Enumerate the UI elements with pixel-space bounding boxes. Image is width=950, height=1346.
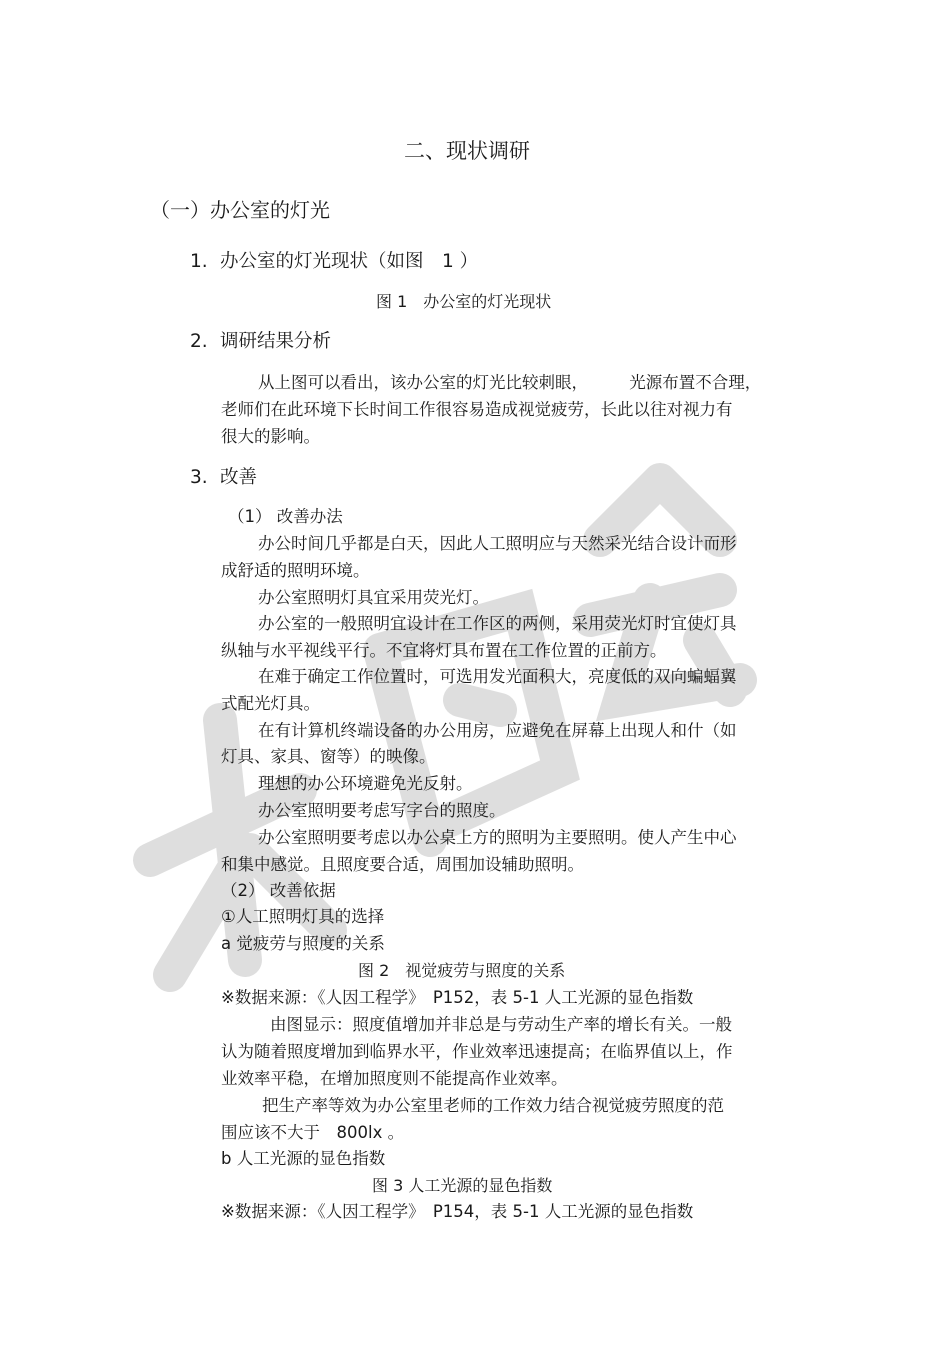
heading: 二、现状调研 — [404, 139, 530, 163]
paragraph-line: 理想的办公环境避免光反射。 — [258, 774, 473, 793]
subsection-title: （1） 改善办法 — [228, 507, 343, 526]
paragraph-line: 从上图可以看出，该办公室的灯光比较刺眼， 光源布置不合理， — [258, 373, 762, 392]
paragraph-line: 办公室的一般照明宜设计在工作区的两侧，采用荧光灯时宜使灯具 — [258, 614, 737, 633]
paragraph-line: a 觉疲劳与照度的关系 — [221, 934, 385, 953]
paragraph-line: 办公室照明灯具宜采用荧光灯。 — [258, 588, 489, 607]
paragraph-line: 办公室照明要考虑以办公桌上方的照明为主要照明。使人产生中心 — [258, 828, 737, 847]
paragraph-line: 老师们在此环境下长时间工作很容易造成视觉疲劳，长此以往对视力有 — [221, 400, 733, 419]
paragraph-line: 灯具、家具、窗等）的映像。 — [221, 747, 436, 766]
figure-caption: 图 2 视觉疲劳与照度的关系 — [358, 961, 566, 980]
paragraph-line: 围应该不大于 800lx 。 — [221, 1123, 405, 1142]
paragraph-line: 在难于确定工作位置时，可选用发光面积大，亮度低的双向蝙蝠翼 — [258, 667, 737, 686]
paragraph-line: 办公时间几乎都是白天，因此人工照明应与天然采光结合设计而形 — [258, 534, 737, 553]
paragraph-line: b 人工光源的显色指数 — [221, 1149, 386, 1168]
section-title: （一）办公室的灯光 — [150, 198, 330, 222]
paragraph-line: 在有计算机终端设备的办公用房，应避免在屏幕上出现人和什（如 — [258, 721, 737, 740]
paragraph-line: 式配光灯具。 — [221, 694, 320, 713]
item-title: 改善 — [220, 467, 258, 488]
item-number: 2. — [190, 331, 208, 352]
subsection-title: （2） 改善依据 — [221, 881, 336, 900]
data-source: ※数据来源：《人因工程学》 P154，表 5-1 人工光源的显色指数 — [221, 1202, 694, 1221]
paragraph-line: 认为随着照度增加到临界水平，作业效率迅速提高；在临界值以上，作 — [221, 1042, 733, 1061]
paragraph-line: ①人工照明灯具的选择 — [221, 907, 385, 926]
paragraph-line: 和集中感觉。且照度要合适，周围加设辅助照明。 — [221, 855, 584, 874]
figure-caption: 图 3 人工光源的显色指数 — [372, 1176, 553, 1195]
item-title: 调研结果分析 — [220, 331, 332, 352]
paragraph-line: 业效率平稳，在增加照度则不能提高作业效率。 — [221, 1069, 568, 1088]
figure-caption: 图 1 办公室的灯光现状 — [376, 292, 552, 311]
item-number: 1. — [190, 251, 208, 272]
data-source: ※数据来源：《人因工程学》 P152，表 5-1 人工光源的显色指数 — [221, 988, 694, 1007]
paragraph-line: 成舒适的照明环境。 — [221, 561, 370, 580]
paragraph-line: 很大的影响。 — [221, 427, 320, 446]
paragraph-line: 由图显示：照度值增加并非总是与劳动生产率的增长有关。一般 — [270, 1015, 732, 1034]
paragraph-line: 把生产率等效为办公室里老师的工作效力结合视觉疲劳照度的范 — [262, 1096, 724, 1115]
item-number: 3. — [190, 467, 208, 488]
paragraph-line: 纵轴与水平视线平行。不宜将灯具布置在工作位置的正前方。 — [221, 641, 667, 660]
item-title: 办公室的灯光现状（如图 1 ） — [220, 251, 479, 272]
paragraph-line: 办公室照明要考虑写字台的照度。 — [258, 801, 506, 820]
